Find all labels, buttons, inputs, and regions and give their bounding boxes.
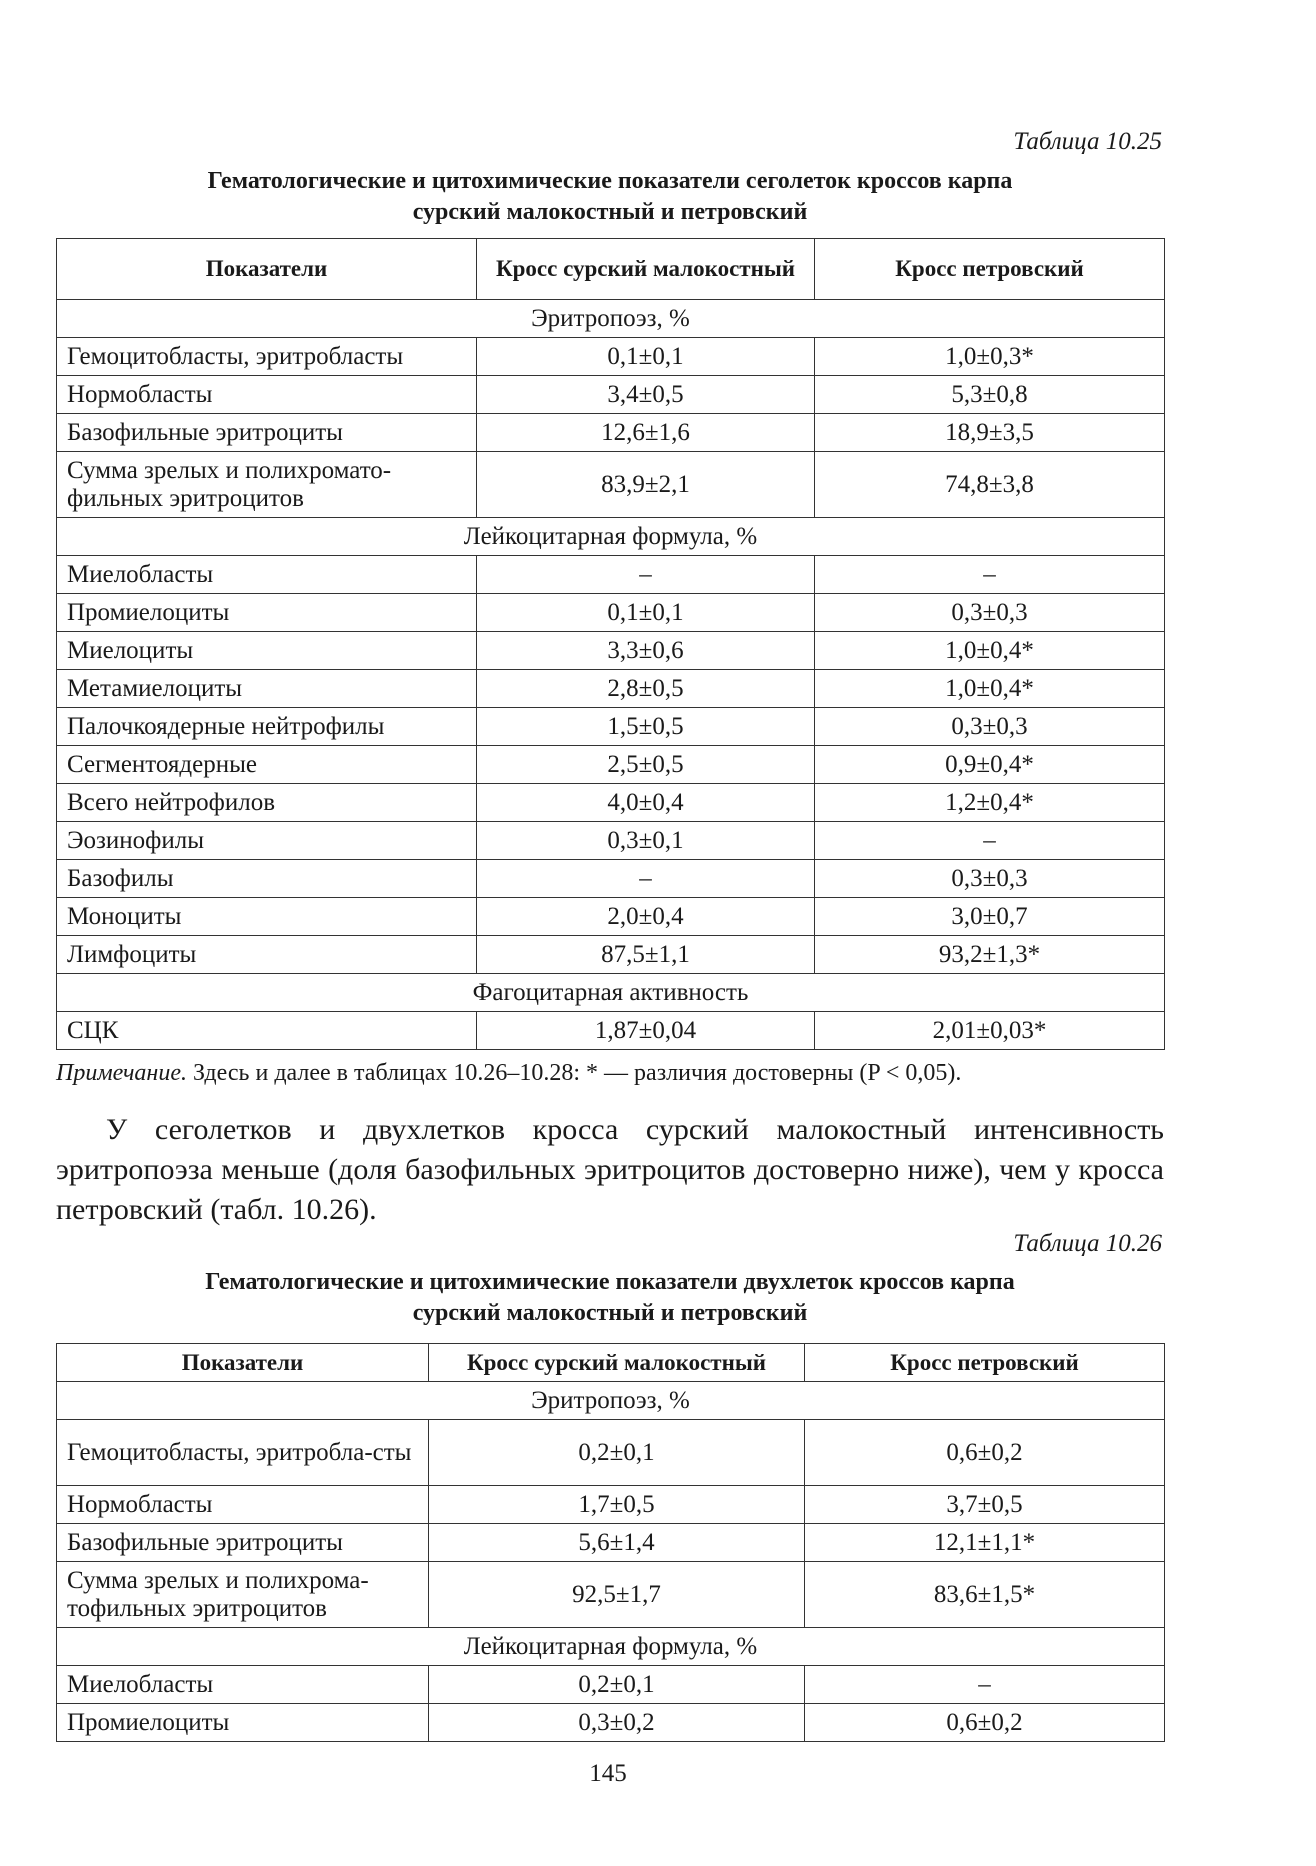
section-label: Лейкоцитарная формула, %	[57, 1628, 1165, 1666]
table-row	[57, 1524, 1165, 1562]
table-row	[57, 1562, 1165, 1628]
table-row	[57, 898, 1165, 936]
note-prefix: Примечание.	[56, 1060, 187, 1086]
table-row	[57, 1486, 1165, 1524]
table-row	[57, 708, 1165, 746]
table-row	[57, 1666, 1165, 1704]
value-sursky: 1,5±0,5	[477, 708, 815, 746]
row-label: Промиелоциты	[57, 594, 477, 632]
table-row	[57, 822, 1165, 860]
value-petrovsky: 18,9±3,5	[815, 414, 1165, 452]
table-row	[57, 1012, 1165, 1050]
table2-title-line1: Гематологические и цитохимические показатели двухлеток кроссов карпа	[205, 1269, 1015, 1295]
table2-label: Таблица 10.26	[1013, 1230, 1162, 1257]
value-sursky: –	[477, 556, 815, 594]
value-sursky: 0,3±0,2	[429, 1704, 805, 1742]
section-row	[57, 518, 1165, 556]
value-petrovsky: 93,2±1,3*	[815, 936, 1165, 974]
body-paragraph: У сеголетков и двухлетков кросса сурский малокостный интенсивность эритропоэза меньше (доля базофильных эритроцитов достоверно ниже), чем у кросса петровский (табл. 10.26).	[56, 1113, 1164, 1226]
row-label: Сегментоядерные	[57, 746, 477, 784]
table2-title	[56, 1267, 1164, 1329]
value-petrovsky: 0,6±0,2	[805, 1420, 1165, 1486]
value-petrovsky: 1,2±0,4*	[815, 784, 1165, 822]
row-label: Моноциты	[57, 898, 477, 936]
value-petrovsky: 0,9±0,4*	[815, 746, 1165, 784]
section-label: Лейкоцитарная формула, %	[57, 518, 1165, 556]
table-row	[57, 452, 1165, 518]
value-sursky: 2,8±0,5	[477, 670, 815, 708]
value-sursky: 0,2±0,1	[429, 1420, 805, 1486]
column-header: Кросс сурский малокостный	[429, 1344, 805, 1382]
value-petrovsky: 0,3±0,3	[815, 860, 1165, 898]
table-row	[57, 338, 1165, 376]
value-sursky: 1,87±0,04	[477, 1012, 815, 1050]
table-row	[57, 746, 1165, 784]
row-label: Метамиелоциты	[57, 670, 477, 708]
value-petrovsky: 5,3±0,8	[815, 376, 1165, 414]
value-petrovsky: 2,01±0,03*	[815, 1012, 1165, 1050]
value-sursky: 0,1±0,1	[477, 338, 815, 376]
value-petrovsky: 83,6±1,5*	[805, 1562, 1165, 1628]
row-label: Базофильные эритроциты	[57, 414, 477, 452]
row-label: Миелоциты	[57, 632, 477, 670]
value-petrovsky: 12,1±1,1*	[805, 1524, 1165, 1562]
value-sursky: 2,5±0,5	[477, 746, 815, 784]
table-row	[57, 594, 1165, 632]
row-label: Лимфоциты	[57, 936, 477, 974]
column-header: Показатели	[57, 239, 477, 300]
table-row	[57, 1704, 1165, 1742]
row-label: Базофильные эритроциты	[57, 1524, 429, 1562]
table-row	[57, 860, 1165, 898]
table-note	[56, 1060, 961, 1087]
value-petrovsky: 0,3±0,3	[815, 594, 1165, 632]
table-row	[57, 414, 1165, 452]
section-label: Эритропоэз, %	[57, 300, 1165, 338]
table-row	[57, 632, 1165, 670]
column-header: Кросс петровский	[805, 1344, 1165, 1382]
header-row	[57, 1344, 1165, 1382]
value-petrovsky: 1,0±0,4*	[815, 632, 1165, 670]
section-row	[57, 300, 1165, 338]
column-header: Кросс сурский малокостный	[477, 239, 815, 300]
value-sursky: 92,5±1,7	[429, 1562, 805, 1628]
table-row	[57, 936, 1165, 974]
row-label: СЦК	[57, 1012, 477, 1050]
row-label: Гемоцитобласты, эритробла-сты	[57, 1420, 429, 1486]
value-petrovsky: 0,6±0,2	[805, 1704, 1165, 1742]
table1-title	[56, 166, 1164, 228]
row-label: Промиелоциты	[57, 1704, 429, 1742]
row-label: Нормобласты	[57, 376, 477, 414]
row-label: Сумма зрелых и полихрома-тофильных эритроцитов	[57, 1562, 429, 1628]
value-sursky: 4,0±0,4	[477, 784, 815, 822]
row-label: Миелобласты	[57, 556, 477, 594]
row-label: Гемоцитобласты, эритробласты	[57, 338, 477, 376]
value-sursky: 5,6±1,4	[429, 1524, 805, 1562]
header-row	[57, 239, 1165, 300]
value-petrovsky: 0,3±0,3	[815, 708, 1165, 746]
section-label: Эритропоэз, %	[57, 1382, 1165, 1420]
value-sursky: 3,3±0,6	[477, 632, 815, 670]
value-petrovsky: –	[815, 822, 1165, 860]
note-text: Здесь и далее в таблицах 10.26–10.28: * — различия достоверны (P < 0,05).	[187, 1060, 962, 1086]
table-row	[57, 556, 1165, 594]
page-number: 145	[589, 1760, 627, 1787]
row-label: Базофилы	[57, 860, 477, 898]
section-label: Фагоцитарная активность	[57, 974, 1165, 1012]
row-label: Миелобласты	[57, 1666, 429, 1704]
table1	[56, 238, 1165, 1050]
value-sursky: 3,4±0,5	[477, 376, 815, 414]
value-petrovsky: 3,0±0,7	[815, 898, 1165, 936]
value-sursky: –	[477, 860, 815, 898]
row-label: Нормобласты	[57, 1486, 429, 1524]
row-label: Сумма зрелых и полихромато-фильных эритроцитов	[57, 452, 477, 518]
section-row	[57, 1628, 1165, 1666]
value-petrovsky: –	[805, 1666, 1165, 1704]
table1-title-line1: Гематологические и цитохимические показатели сеголеток кроссов карпа	[207, 168, 1013, 194]
row-label: Эозинофилы	[57, 822, 477, 860]
table-row	[57, 1420, 1165, 1486]
table2-title-line2: сурский малокостный и петровский	[412, 1300, 808, 1326]
value-sursky: 87,5±1,1	[477, 936, 815, 974]
value-sursky: 1,7±0,5	[429, 1486, 805, 1524]
value-sursky: 0,1±0,1	[477, 594, 815, 632]
value-sursky: 0,2±0,1	[429, 1666, 805, 1704]
table-row	[57, 376, 1165, 414]
table1-title-line2: сурский малокостный и петровский	[412, 199, 808, 225]
value-petrovsky: 1,0±0,4*	[815, 670, 1165, 708]
value-sursky: 2,0±0,4	[477, 898, 815, 936]
section-row	[57, 1382, 1165, 1420]
column-header: Показатели	[57, 1344, 429, 1382]
row-label: Палочкоядерные нейтрофилы	[57, 708, 477, 746]
table-row	[57, 670, 1165, 708]
column-header: Кросс петровский	[815, 239, 1165, 300]
row-label: Всего нейтрофилов	[57, 784, 477, 822]
value-petrovsky: 1,0±0,3*	[815, 338, 1165, 376]
value-petrovsky: 74,8±3,8	[815, 452, 1165, 518]
value-sursky: 0,3±0,1	[477, 822, 815, 860]
value-sursky: 83,9±2,1	[477, 452, 815, 518]
value-petrovsky: –	[815, 556, 1165, 594]
table-row	[57, 784, 1165, 822]
section-row	[57, 974, 1165, 1012]
table1-label: Таблица 10.25	[1013, 128, 1162, 155]
value-sursky: 12,6±1,6	[477, 414, 815, 452]
value-petrovsky: 3,7±0,5	[805, 1486, 1165, 1524]
table2	[56, 1343, 1165, 1742]
